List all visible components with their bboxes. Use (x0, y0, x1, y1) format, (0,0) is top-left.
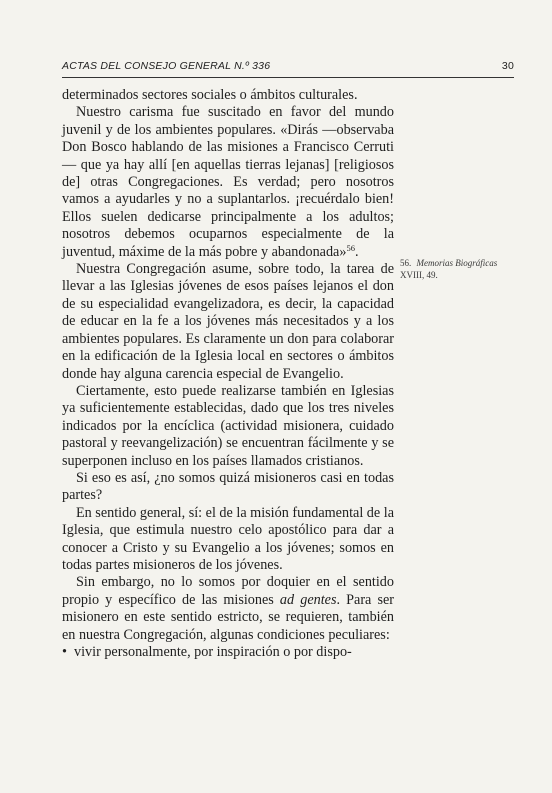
body-text (62, 87, 394, 661)
bullet-item-1 (62, 644, 394, 661)
paragraph-6: En sentido general, sí: el de la misión fundamental de la Iglesia, que estimula nuestro celo apostólico para dar a conocer a Cristo y su Evangelio a los jóvenes; somos en todas partes misioneros de los jóvenes. (62, 504, 394, 573)
margin-note-title: Memorias Biográficas (416, 258, 498, 268)
running-header (62, 60, 514, 72)
paragraph-7-text: Sin embargo, no lo somos por doquier en el sentido propio y específico de las misiones (62, 574, 394, 608)
page-number: 30 (501, 60, 514, 72)
paragraph-7 (62, 574, 394, 644)
header-rule (62, 77, 514, 78)
paragraph-4: Ciertamente, esto puede realizarse también en Iglesias ya suficientemente establecidas, dado que los tres niveles indicados por la encíclica (actividad misionera, cuidado pastoral y reevangelización) se encuentran fácilmente y se superponen incluso en los países llamados cristianos. (62, 382, 394, 469)
running-title: ACTAS DEL CONSEJO GENERAL N.º 336 (62, 60, 271, 72)
paragraph-1: determinados sectores sociales o ámbitos culturales. (62, 87, 358, 103)
paragraph-2-end: . (354, 243, 359, 260)
paragraph-5: Si eso es así, ¿no somos quizá misioneros casi en todas partes? (62, 469, 394, 504)
margin-note-reference: XVIII, 49. (400, 269, 438, 280)
paragraph-2 (62, 104, 394, 261)
emphasis-ad-gentes: ad gentes (279, 591, 337, 608)
footnote-ref-56[interactable]: 56 (346, 242, 355, 253)
margin-note (400, 258, 518, 281)
bullet-icon: • (62, 644, 67, 660)
paragraph-3: Nuestra Congregación asume, sobre todo, la tarea de llevar a las Iglesias jóvenes de esos países lejanos el don de su especialidad evangelizadora, es decir, la capacidad de educar en la fe a los jóvenes más necesitados y a los ambientes populares. Es claramente un don para colaborar en la edificación de la Iglesia local en sectores o ámbitos donde hay alguna carencia especial de Evangelio. (62, 261, 394, 382)
margin-note-number: 56. (400, 258, 412, 268)
bullet-item-text: vivir personalmente, por inspiración o por dispo- (74, 644, 352, 660)
paragraph-2-text: Nuestro carisma fue suscitado en favor del mundo juvenil y de los ambientes populares. «Dirás —observaba Don Bosco hablando de las misiones a Francisco Cerruti— que ya hay allí [en aquellas tierras lejanas] [religiosos de] otras Congregaciones. Es verdad; pero nosotros vamos a ayudarles y no a suplantarlos. ¡recuérdalo bien! Ellos suelen dedicarse principalmente a los adultos; nosotros debemos ocuparnos especialmente de la juventud, máxime de la más pobre y abandonada» (62, 104, 394, 260)
paragraph-7-continued: . Para ser misionero en este sentido estricto, se requieren, también en nuestra Congregación, algunas condiciones peculiares: (62, 591, 394, 643)
